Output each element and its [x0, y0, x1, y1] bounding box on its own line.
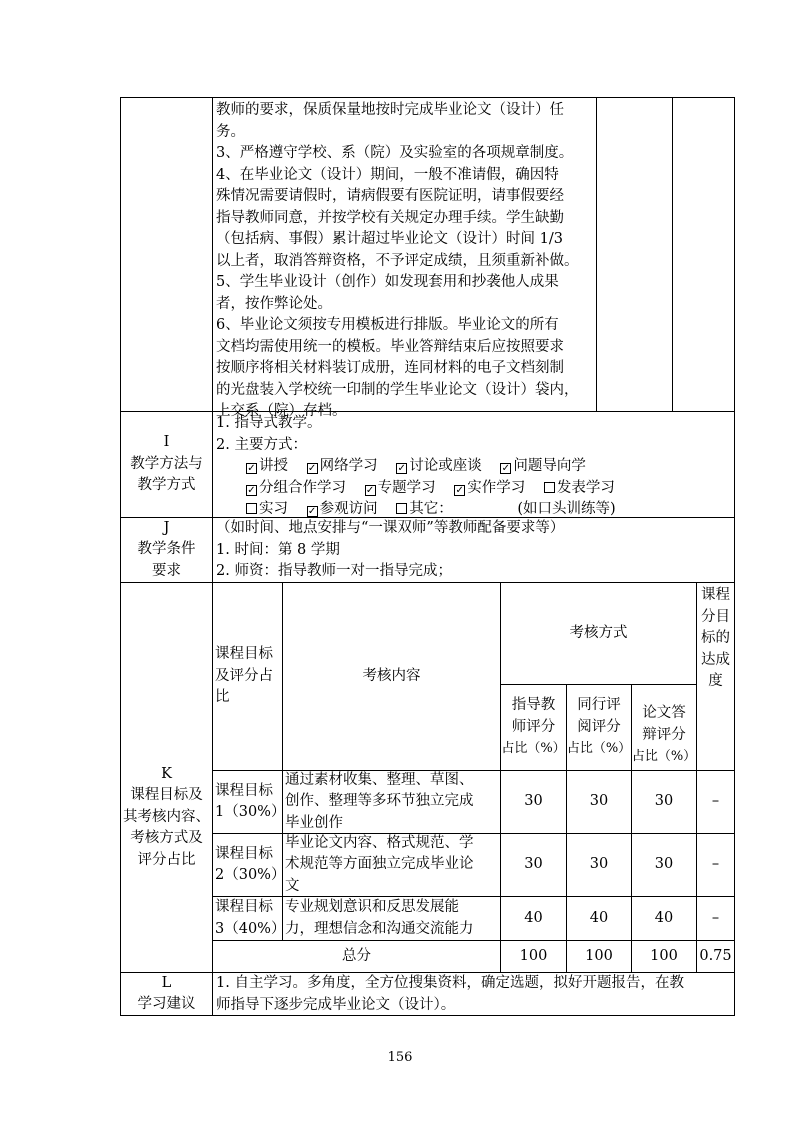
table-cell-value: 40: [631, 896, 697, 941]
checkbox-checked-icon: ✓: [247, 463, 256, 474]
section-j-title: 教学条件: [137, 541, 196, 558]
section-k-title: 其考核内容、: [123, 808, 210, 825]
section-l-code: L: [161, 974, 172, 991]
table-row-content: 毕业论文内容、格式规范、学 术规范等方面独立完成毕业论 文: [282, 833, 501, 897]
rules-line: 教师的要求，保质保量地按时完成毕业论文（设计）任: [216, 102, 564, 118]
table-cell-value: 30: [631, 833, 697, 897]
method-checkbox[interactable]: ✓ 专题学习: [365, 479, 436, 496]
rules-line: 5、学生毕业设计（创作）如发现套用和抄袭他人成果: [216, 274, 559, 290]
section-i-title: 教学方法与: [130, 455, 203, 472]
method-checkbox[interactable]: ✓ 实作学习: [455, 479, 526, 496]
teaching-line: 1. 指导式教学。: [216, 415, 322, 431]
table-cell-value: –: [696, 896, 735, 941]
checkbox-checked-icon: ✓: [455, 484, 464, 496]
section-j-code: J: [163, 519, 170, 536]
advice-line: 1. 自主学习。多角度，全方位搜集资料，确定选题，拟好开题报告，在教: [216, 975, 684, 991]
table-cell-value: 30: [631, 770, 697, 834]
checkbox-unchecked-icon: [246, 503, 257, 514]
rules-line: 文档均需使用统一的模板。毕业答辩结束后应按照要求: [216, 338, 564, 355]
method-checkbox[interactable]: 发表学习: [544, 478, 615, 500]
rules-text-cell: [212, 97, 597, 419]
total-value: 100: [631, 940, 697, 973]
total-label: 总分: [212, 940, 501, 973]
table-cell-value: 40: [566, 896, 632, 941]
method-checkbox[interactable]: 实习: [246, 499, 288, 521]
method-checkbox[interactable]: ✓ 参观访问: [307, 501, 378, 517]
table-row-goal: 课程目标 3（40%）: [212, 896, 283, 941]
checkbox-unchecked-icon: [396, 503, 407, 514]
advice-line: 师指导下逐步完成毕业论文（设计）。: [216, 996, 456, 1013]
condition-note: （如时间、地点安排与“一课双师”等教师配备要求等）: [216, 520, 565, 536]
method-checkbox[interactable]: ✓ 讲授: [247, 458, 288, 474]
rules-line: 的光盘装入学校统一印制的学生毕业论文（设计）袋内，: [216, 381, 579, 398]
section-i-title: 教学方式: [137, 477, 196, 494]
section-j-title: 要求: [152, 562, 181, 579]
table-row-goal: 课程目标 2（30%）: [212, 833, 283, 897]
section-j-label: [120, 517, 213, 583]
table-cell-value: 30: [500, 770, 567, 834]
checkbox-checked-icon: ✓: [247, 484, 256, 496]
rules-extra-cell: [596, 97, 673, 412]
rules-line: 以上者，取消答辩资格，不予评定成绩，且须重新补做。: [216, 252, 579, 269]
rules-line: （包括病、事假）累计超过毕业论文（设计）时间 1/3: [216, 231, 563, 247]
section-l-content: [212, 972, 735, 1016]
rules-line: 3、严格遵守学校、系（院）及实验室的各项规章制度。: [216, 145, 574, 161]
method-checkbox[interactable]: ✓ 网络学习: [307, 458, 378, 474]
rules-line: 上交系（院）存档。: [216, 403, 347, 419]
sub-header-peer: 同行评 阅评分 占比（%）: [566, 684, 632, 771]
rules-line: 按顺序将相关材料装订成册，连同材料的电子文档刻制: [216, 360, 564, 376]
method-header: 考核方式: [500, 582, 697, 685]
method-options-row: [216, 456, 734, 478]
section-i-label: [120, 411, 213, 518]
rules-line: 殊情况需要请假时，请病假要有医院证明，请事假要经: [216, 188, 564, 204]
checkbox-unchecked-icon: [544, 482, 555, 493]
sub-header-defense: 论文答 辩评分 占比（%）: [631, 684, 697, 771]
total-value: 100: [566, 940, 632, 973]
method-checkbox[interactable]: 其它：: [396, 499, 453, 521]
table-cell-value: –: [696, 833, 735, 897]
page-number: 156: [387, 1050, 413, 1065]
other-note: (如口头训练等): [517, 501, 616, 517]
total-value: 100: [500, 940, 567, 973]
table-cell-value: 40: [500, 896, 567, 941]
table-cell-value: 30: [566, 833, 632, 897]
rules-label-cell: [120, 97, 213, 412]
table-row-content: 通过素材收集、整理、草图、 创作、整理等多环节独立完成 毕业创作: [282, 770, 501, 834]
checkbox-checked-icon: ✓: [307, 506, 317, 517]
method-checkbox[interactable]: ✓ 分组合作学习: [247, 479, 346, 496]
section-k-code: K: [161, 765, 172, 782]
achieve-header: 课程 分目 标的 达成 度: [696, 582, 735, 771]
method-checkbox[interactable]: ✓ 问题导向学: [501, 458, 586, 474]
method-options-row: [216, 478, 734, 500]
teaching-line: 2. 主要方式：: [216, 436, 307, 453]
section-k-label: [120, 582, 213, 973]
section-k-title: 课程目标及: [130, 787, 203, 804]
rules-extra-cell: [672, 97, 735, 412]
checkbox-checked-icon: ✓: [501, 463, 511, 474]
content-header: 考核内容: [282, 582, 501, 771]
section-k-title: 评分占比: [137, 851, 196, 868]
section-i-content: [212, 411, 735, 518]
goal-header: 课程目标 及评分占 比: [212, 582, 283, 771]
sub-header-supervisor: 指导教 师评分 占比（%）: [500, 684, 567, 771]
table-row-goal: 课程目标 1（30%）: [212, 770, 283, 834]
section-j-content: [212, 517, 735, 583]
table-cell-value: 30: [566, 770, 632, 834]
section-l-label: [120, 972, 213, 1016]
rules-line: 4、在毕业论文（设计）期间，一般不准请假，确因特: [216, 166, 559, 183]
section-k-title: 考核方式及: [130, 830, 203, 847]
table-cell-value: –: [696, 770, 735, 834]
checkbox-checked-icon: ✓: [397, 463, 406, 474]
condition-line: 2. 师资：指导教师一对一指导完成；: [216, 563, 452, 579]
method-checkbox[interactable]: ✓ 讨论或座谈: [397, 458, 482, 474]
table-row-content: 专业规划意识和反思发展能 力，理想信念和沟通交流能力: [282, 896, 501, 941]
section-l-title: 学习建议: [137, 996, 196, 1012]
rules-line: 务。: [216, 123, 245, 140]
rules-line: 指导教师同意，并按学校有关规定办理手续。学生缺勤: [216, 209, 564, 226]
total-value: 0.75: [696, 940, 735, 973]
condition-line: 1. 时间：第 8 学期: [216, 541, 340, 558]
checkbox-checked-icon: ✓: [307, 463, 317, 474]
rules-line: 者，按作弊论处。: [216, 295, 332, 312]
section-i-code: I: [163, 434, 170, 451]
table-cell-value: 30: [500, 833, 567, 897]
checkbox-checked-icon: ✓: [365, 484, 375, 496]
rules-line: 6、毕业论文须按专用模板进行排版。毕业论文的所有: [216, 317, 559, 333]
